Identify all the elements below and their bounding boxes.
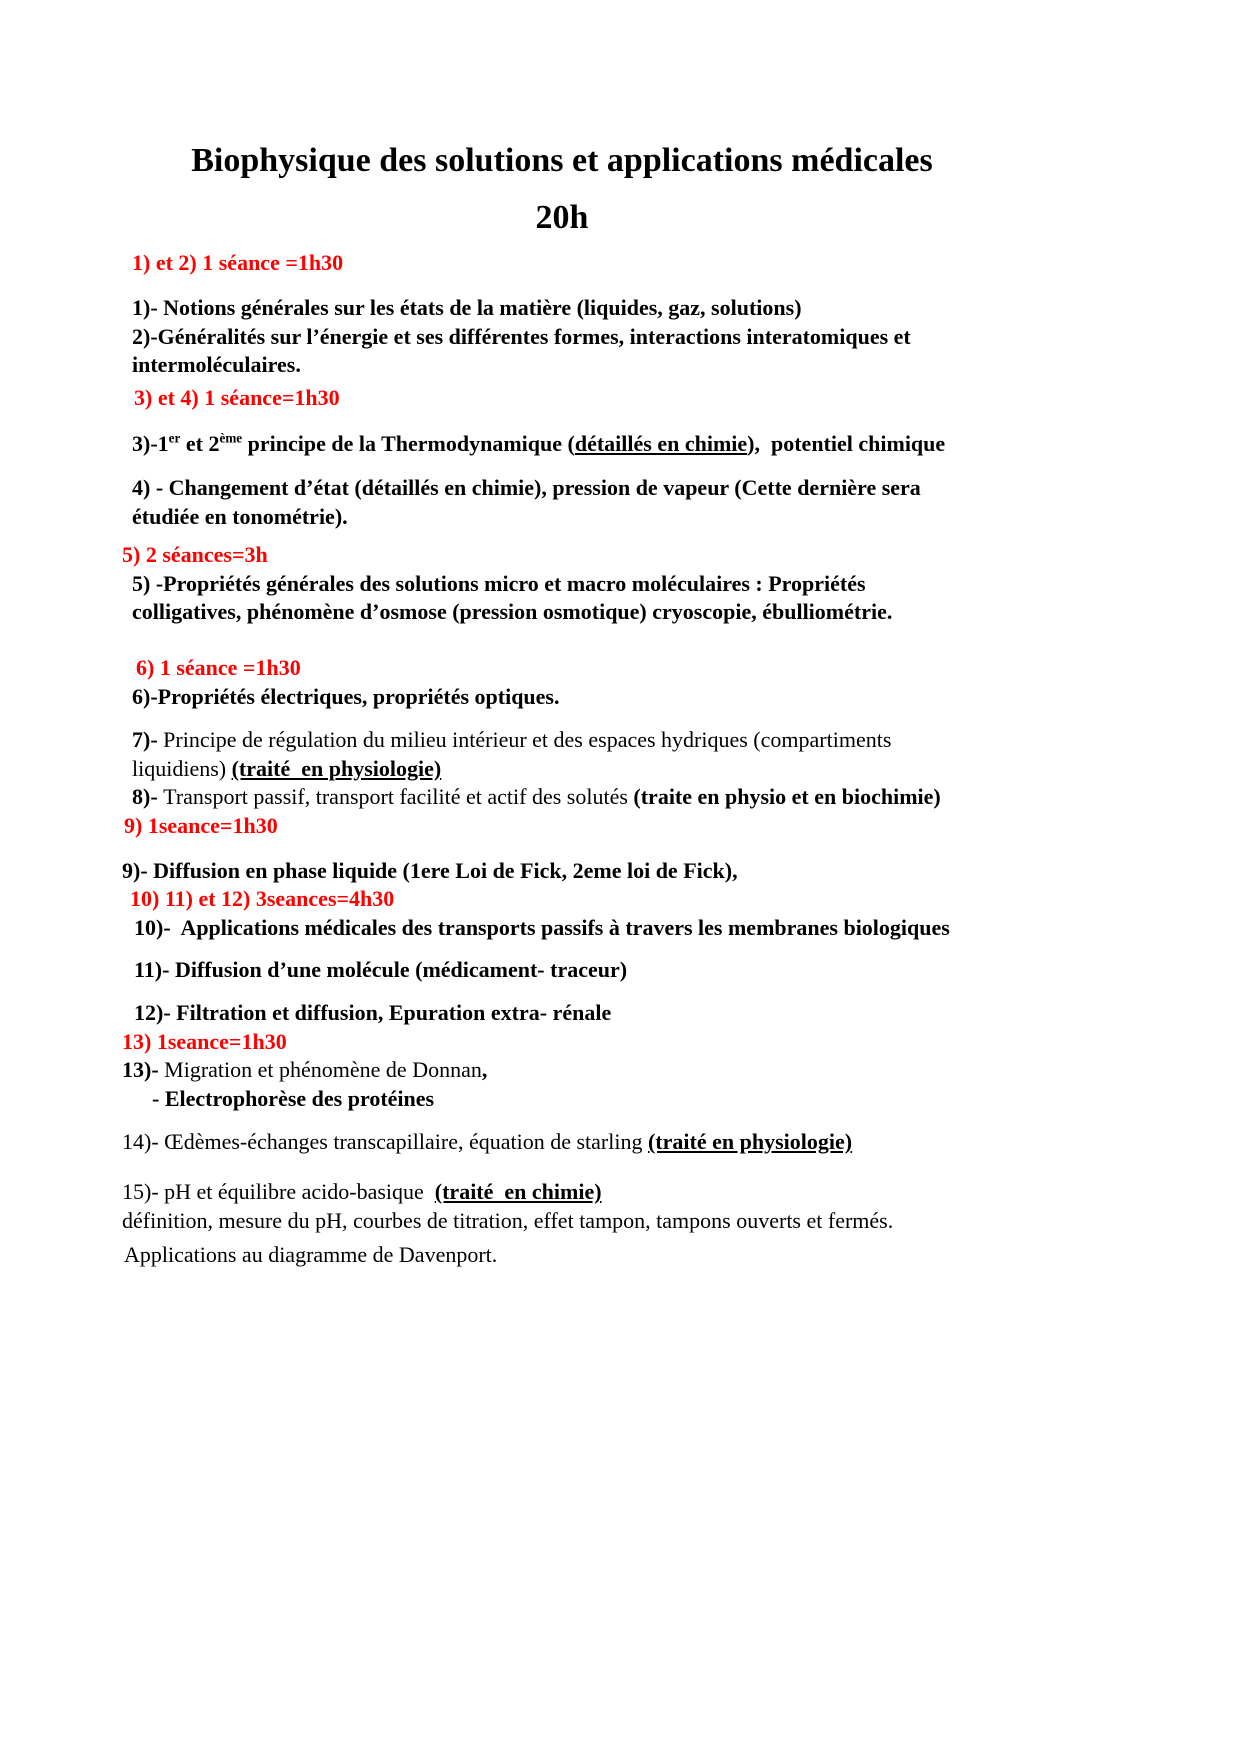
text-run: ème <box>219 431 243 447</box>
item-15 <box>122 1178 1124 1207</box>
item-13 <box>122 1056 1124 1085</box>
text-run: détaillés en chimie <box>574 431 748 457</box>
text-run: principe de la Thermodynamique ( <box>242 431 575 457</box>
text-run: et 2 <box>180 431 220 457</box>
item-11 <box>122 956 1124 985</box>
text-run: 12)- Filtration et diffusion, Epuration extra- rénale <box>134 999 612 1025</box>
text-run: (traite en physio et en biochimie) <box>633 784 941 810</box>
item-1 <box>122 294 1124 323</box>
session-heading-10-11-12 <box>122 885 1124 914</box>
text-run: 5) -Propriétés générales des solutions micro et macro moléculaires : Propriétés <box>132 570 866 596</box>
text-run: 7)- <box>132 727 164 753</box>
text-run: (traité en chimie) <box>434 1178 602 1204</box>
text-run: 1)- Notions générales sur les états de la matière (liquides, gaz, solutions) <box>132 295 802 321</box>
item-15-applications <box>122 1241 1124 1270</box>
text-run: 8)- <box>132 784 164 810</box>
text-run: 3)-1 <box>132 431 169 457</box>
text-run: colligatives, phénomène d’osmose (pression osmotique) cryoscopie, ébulliométrie. <box>132 599 893 625</box>
text-run: 5) 2 séances=3h <box>122 542 268 568</box>
document-body <box>122 249 1124 1270</box>
text-run: 9) 1seance=1h30 <box>124 813 278 838</box>
session-heading-5 <box>122 541 1124 570</box>
session-heading-3-4 <box>122 384 1124 413</box>
text-run: 3) et 4) 1 séance=1h30 <box>134 384 340 410</box>
item-13-electrophorese <box>122 1085 1124 1114</box>
text-run: 10)- Applications médicales des transports passifs à travers les membranes biologiques <box>134 914 950 940</box>
text-run: 2)-Généralités sur l’énergie et ses différentes formes, interactions interatomiques et <box>132 323 911 349</box>
text-run: étudiée en tonométrie). <box>132 503 348 529</box>
text-run: Applications au diagramme de Davenport. <box>124 1242 498 1268</box>
text-run: 9)- Diffusion en phase liquide (1ere Loi de Fick, 2eme loi de Fick), <box>122 857 738 883</box>
item-4 <box>122 474 1124 531</box>
text-run: 6) 1 séance =1h30 <box>136 655 301 681</box>
text-run: liquidiens) <box>132 755 232 781</box>
text-run: Migration et phénomène de Donnan <box>164 1057 482 1083</box>
item-14 <box>122 1128 1124 1157</box>
text-run: 1) et 2) 1 séance =1h30 <box>132 249 344 275</box>
document-header <box>122 140 1002 237</box>
text-run: er <box>168 431 181 447</box>
document-subtitle: 20h <box>535 198 589 236</box>
item-5 <box>122 570 1124 627</box>
item-8 <box>122 783 1124 812</box>
text-run: ), potentiel chimique <box>747 431 946 457</box>
text-run: définition, mesure du pH, courbes de titration, effet tampon, tampons ouverts et fermés. <box>122 1207 894 1233</box>
text-run: (traité en physiologie) <box>231 755 442 781</box>
item-7 <box>122 726 1124 783</box>
text-run: Transport passif, transport facilité et actif des solutés <box>163 784 634 810</box>
session-heading-9 <box>122 812 1124 841</box>
text-run: 10) 11) et 12) 3seances=4h30 <box>130 886 395 912</box>
item-6 <box>122 683 1124 712</box>
text-run: - Electrophorèse des protéines <box>152 1085 435 1111</box>
item-15-detail <box>122 1207 1124 1236</box>
text-run: , <box>481 1057 488 1083</box>
text-run: (traité en physiologie) <box>647 1129 853 1155</box>
text-run: 4) - Changement d’état (détaillés en chimie), pression de vapeur (Cette dernière sera <box>132 475 921 501</box>
session-heading-1-2 <box>122 249 1124 278</box>
item-3 <box>122 430 1124 459</box>
session-heading-13 <box>122 1028 1124 1057</box>
item-2 <box>122 323 1124 380</box>
text-run: 14)- Œdèmes-échanges transcapillaire, équation de starling <box>122 1129 648 1155</box>
text-run: 15)- pH et équilibre acido-basique <box>122 1178 435 1204</box>
text-run: intermoléculaires. <box>132 352 301 378</box>
item-12 <box>122 999 1124 1028</box>
session-heading-6 <box>122 654 1124 683</box>
text-run: 11)- Diffusion d’une molécule (médicament- traceur) <box>134 957 628 983</box>
text-run: 13)- <box>122 1057 165 1083</box>
text-run: Principe de régulation du milieu intérieur et des espaces hydriques (compartiments <box>163 727 892 753</box>
item-9 <box>122 857 1124 886</box>
text-run: 6)-Propriétés électriques, propriétés optiques. <box>132 683 560 709</box>
document-title: Biophysique des solutions et applications médicales <box>191 142 933 179</box>
item-10 <box>122 914 1124 943</box>
text-run: 13) 1seance=1h30 <box>122 1028 287 1054</box>
